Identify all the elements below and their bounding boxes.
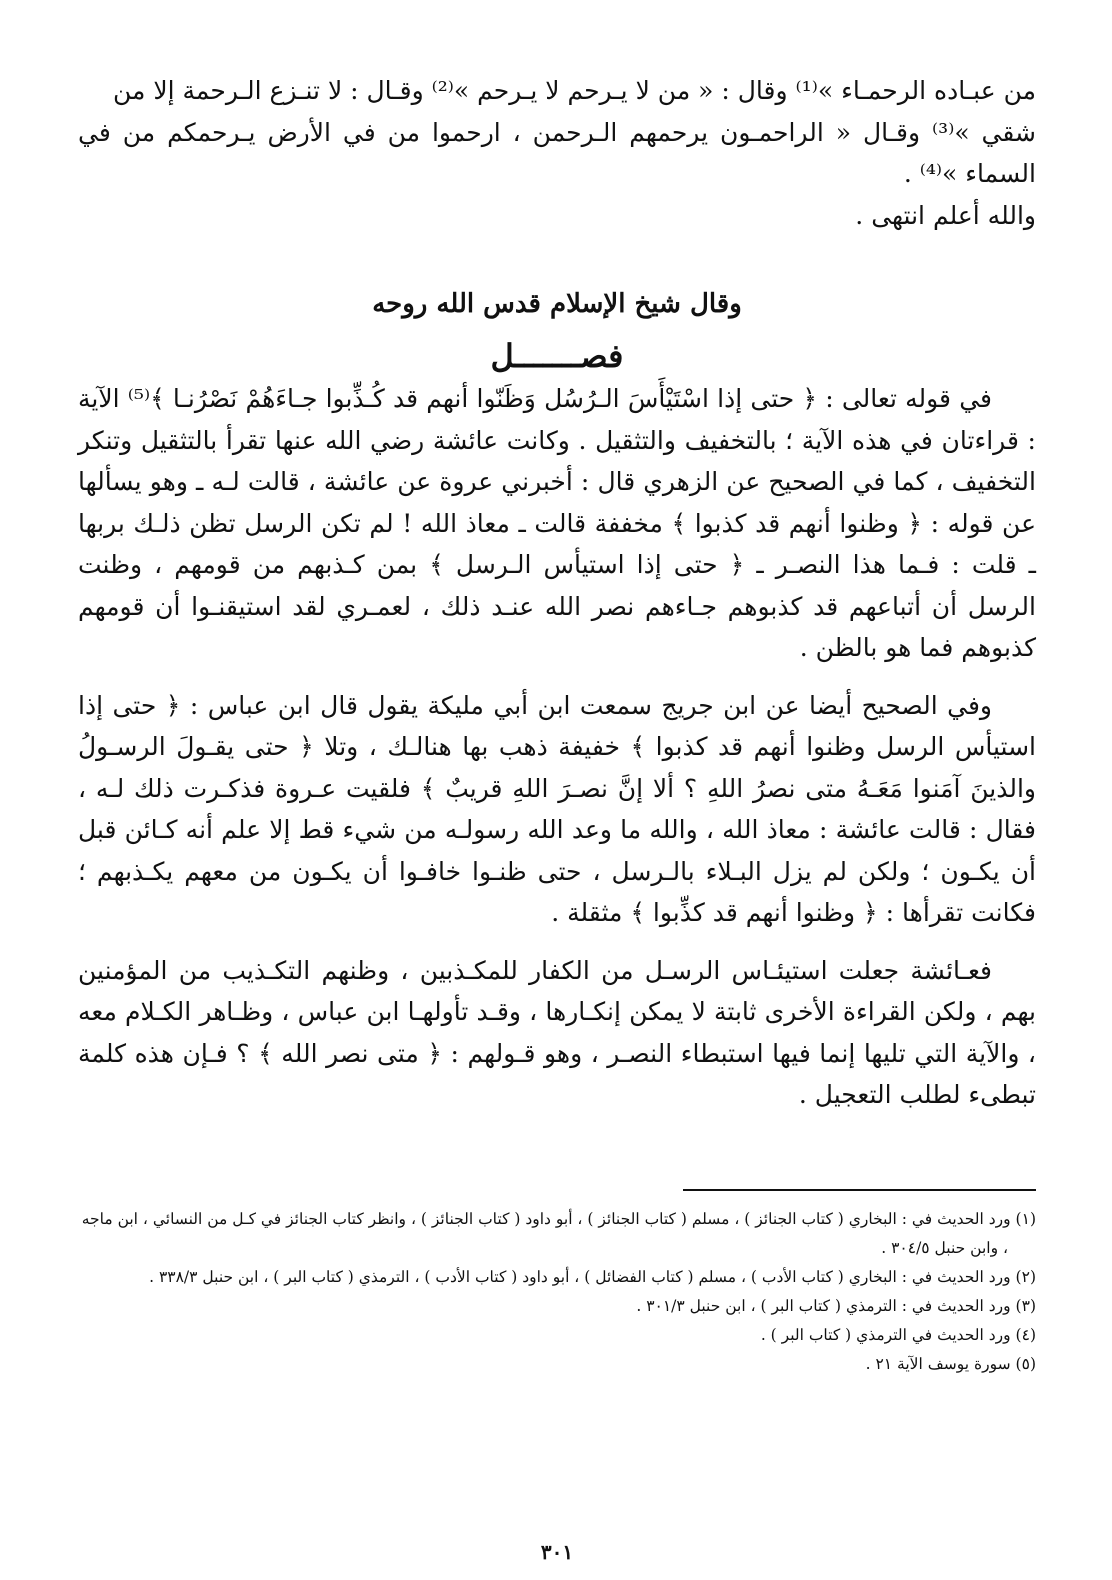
footnote-item: (٢) ورد الحديث في : البخاري ( كتاب الأدب ) ، مسلم ( كتاب الفضائل ) ، أبو داود ( كتاب الأدب ) ، الترمذي ( كتاب البر ) ، ابن حنبل ٣٣٨/٣ . xyxy=(149,1268,1036,1286)
footnote-item: (٥) سورة يوسف الآية ٢١ . xyxy=(865,1355,1036,1373)
footnotes xyxy=(78,1205,1036,1379)
book-page xyxy=(78,70,1036,1564)
paragraph: وفي الصحيح أيضا عن ابن جريج سمعت ابن أبي مليكة يقول قال ابن عباس : ﴿ حتى إذا استيأس الرسل وظنوا أنهم قد كذبوا ﴾ خفيفة ذهب بها هنالـك ، وتلا ﴿ حتى يقـولَ الرسـولُ والذينَ آمَنوا مَعَـهُ متى نصرُ اللهِ ؟ ألا إنَّ نصـرَ اللهِ قريبٌ ﴾ فلقيت عـروة فذكـرت ذلك لـه ، فقال : قالت عائشة : معاذ الله ، والله ما وعد الله رسولـه من شيء قط إلا علم أنه كـائن قبل أن يكـون ؛ ولكن لم يزل البـلاء بالـرسل ، حتى ظنـوا خافـوا أن يكـون من معهم يكـذبهم ؛ فكانت تقرأها : ﴿ وظنوا أنهم قد كذِّبوا ﴾ مثقلة . xyxy=(78,690,1036,927)
paragraph: في قوله تعالى : ﴿ حتى إذا اسْتَيْأَسَ الـرُسُل وَظَنّوا أنهم قد كُـذِّبوا جـاءَهُمْ نَصْرُنـا ﴾⁽⁵⁾ الآية : قراءتان في هذه الآية ؛ بالتخفيف والتثقيل . وكانت عائشة رضي الله عنها تقرأ بالتثقيل وتنكر التخفيف ، كما في الصحيح عن الزهري قال : أخبرني عروة عن عائشة ، قالت لـه ـ وهو يسألها عن قوله : ﴿ وظنوا أنهم قد كذبوا ﴾ مخففة قالت ـ معاذ الله ! لم تكن الرسل تظن ذلـك بربها ـ قلت : فـما هذا النصـر ـ ﴿ حتى إذا استيأس الـرسل ﴾ بمن كـذبهم من قومهم ، وظنت الرسل أن أتباعهم قد كذبوهم جـاءهم نصر الله عنـد ذلك ، لعمـري لقد استيقنـوا أن قومهم كذبوهم فما هو بالظن . xyxy=(78,384,1036,662)
footnote-item: (٤) ورد الحديث في الترمذي ( كتاب البر ) . xyxy=(760,1326,1036,1344)
footnote-item: (١) ورد الحديث في : البخاري ( كتاب الجنائز ) ، مسلم ( كتاب الجنائز ) ، أبو داود ( كتاب الجنائز ) ، وانظر كتاب الجنائز في كـل من النسائي ، ابن ماجه ، وابن حنبل ٣٠٤/٥ . xyxy=(81,1210,1036,1257)
section-title: فصـــــــل xyxy=(490,337,624,375)
intro-line-1: من عبـاده الرحمـاء »⁽¹⁾ وقال : « من لا يـرحم لا يـرحم »⁽²⁾ وقـال : لا تنـزع الـرحمة إلا من xyxy=(113,76,1036,105)
section-heading: وقال شيخ الإسلام قدس الله روحه xyxy=(372,289,742,319)
footnote-item: (٣) ورد الحديث في : الترمذي ( كتاب البر ) ، ابن حنبل ٣٠١/٣ . xyxy=(636,1297,1036,1315)
intro-line-3: والله أعلم انتهى . xyxy=(855,200,1036,230)
footnote-divider xyxy=(683,1189,1036,1191)
intro-line-2: شقي »⁽³⁾ وقـال « الراحمـون يرحمهم الـرحمن ، ارحموا من في الأرض يـرحمكم من في السماء »⁽⁴⁾ . xyxy=(78,117,1036,188)
page-number: ٣٠١ xyxy=(540,1540,574,1564)
paragraph: فعـائشة جعلت استيئـاس الرسـل من الكفار للمكـذبين ، وظنهم التكـذيب من المؤمنين بهم ، ولكن القراءة الأخرى ثابتة لا يمكن إنكـارها ، وقـد تأولهـا ابن عباس ، وظـاهر الكـلام معه ، والآية التي تليها إنما فيها استبطاء النصـر ، وهو قـولهم : ﴿ متى نصر الله ﴾ ؟ فـإن هذه كلمة تبطىء لطلب التعجيل . xyxy=(78,955,1036,1109)
